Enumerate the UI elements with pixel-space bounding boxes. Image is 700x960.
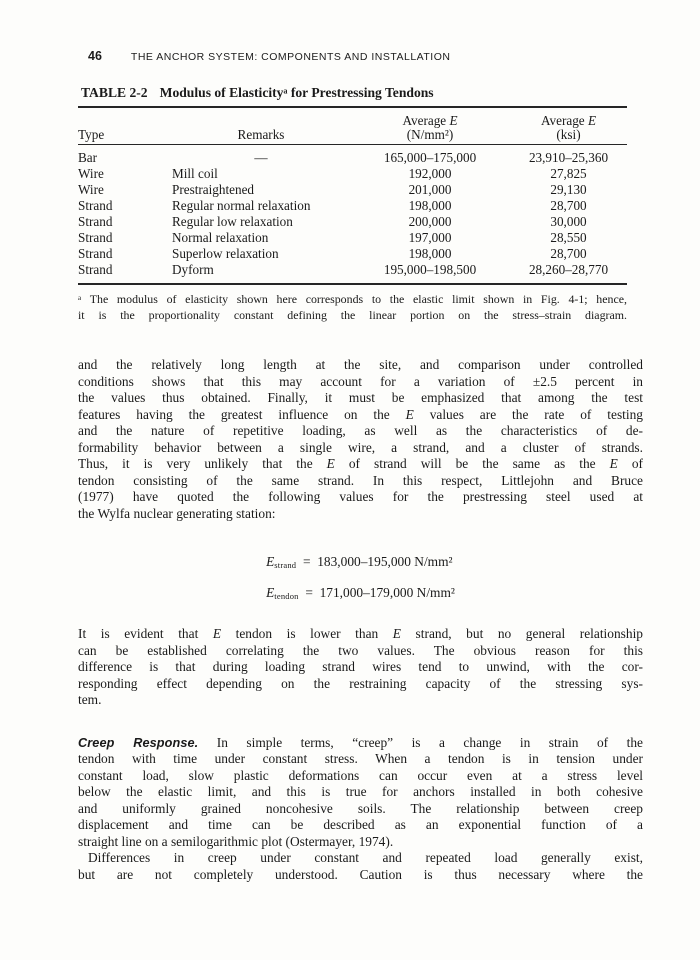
table-cell-average-e-ksi: 28,700 bbox=[550, 246, 587, 261]
table-cell-remarks: Superlow relaxation bbox=[172, 246, 279, 261]
text-line: the values thus obtained. Finally, it must be emphasized that among the test bbox=[78, 390, 643, 405]
text-line: and uniformly grained noncohesive soils. The relationship between creep bbox=[78, 800, 643, 816]
equations bbox=[266, 548, 455, 610]
column-header-type: Type bbox=[78, 126, 105, 142]
table-cell-average-e-ksi: 29,130 bbox=[550, 182, 587, 197]
table-cell-type: Strand bbox=[78, 214, 113, 229]
text-line: formability behavior between a single wire, a strand, and a cluster of strands. bbox=[78, 439, 643, 455]
table-row bbox=[78, 262, 627, 278]
table-cell-type: Wire bbox=[78, 166, 104, 181]
table-title bbox=[81, 84, 643, 102]
table-cell-average-e-ksi: 28,700 bbox=[550, 198, 587, 213]
table-row bbox=[78, 230, 627, 246]
text-line: can be established correlating the two values. The obvious reason for this bbox=[78, 642, 643, 658]
text-line: Thus, it is very unlikely that the E of strand will be the same as the E of bbox=[78, 456, 643, 471]
table-footnote bbox=[78, 292, 627, 323]
table-cell-remarks: Mill coil bbox=[172, 166, 218, 181]
table-cell-average-e-ksi: 30,000 bbox=[550, 214, 587, 229]
column-header-average-e-nmm-line2: (N/mm²) bbox=[406, 126, 454, 142]
paragraph-elastic-modulus-discussion bbox=[78, 357, 643, 522]
table-row bbox=[78, 214, 627, 230]
table-cell-remarks: Normal relaxation bbox=[172, 230, 269, 245]
text-line: difference is that during loading strand wires tend to unwind, with the cor- bbox=[78, 659, 643, 674]
text-line: straight line on a semilogarithmic plot (Ostermayer, 1974). bbox=[78, 833, 394, 849]
text-line: Differences in creep under constant and repeated load generally exist, bbox=[88, 850, 643, 865]
table-cell-remarks: Regular normal relaxation bbox=[172, 198, 311, 213]
column-header-average-e-ksi-line1: Average E bbox=[540, 113, 597, 128]
text-line: responding effect depending on the restraining capacity of the stressing sys- bbox=[78, 675, 643, 691]
table-row bbox=[78, 246, 627, 262]
table-cell-remarks: Regular low relaxation bbox=[172, 214, 293, 229]
column-header-average-e-nmm-line1: Average E bbox=[402, 113, 458, 128]
table-cell-remarks: Prestraightened bbox=[172, 182, 255, 197]
table-cell-average-e-nmm: 200,000 bbox=[408, 214, 452, 229]
text-line: tendon consisting of the same strand. In this respect, Littlejohn and Bruce bbox=[78, 472, 643, 488]
text-line: tem. bbox=[78, 692, 102, 707]
paragraph-creep-differences bbox=[78, 850, 643, 883]
page-header bbox=[88, 50, 643, 64]
running-head-title: THE ANCHOR SYSTEM: COMPONENTS AND INSTALLATION bbox=[130, 51, 451, 63]
paragraph-creep-response bbox=[78, 735, 643, 851]
table-label: TABLE 2-2 bbox=[81, 85, 148, 100]
table-cell-average-e-ksi: 28,550 bbox=[550, 230, 587, 245]
table-cell-type: Bar bbox=[78, 150, 98, 165]
text-line: the Wylfa nuclear generating station: bbox=[78, 505, 276, 521]
table-row bbox=[78, 166, 627, 182]
column-header-average-e-nmm bbox=[350, 114, 510, 141]
text-line: and the relatively long length at the site, and comparison under controlled bbox=[78, 357, 643, 372]
table-cell-average-e-ksi: 28,260–28,770 bbox=[528, 262, 609, 277]
table-cell-average-e-nmm: 198,000 bbox=[408, 246, 452, 261]
table-cell-average-e-ksi: 27,825 bbox=[550, 166, 587, 181]
equation-block bbox=[78, 548, 643, 610]
table-caption: Modulus of Elasticityᵃ for Prestressing Tendons bbox=[159, 85, 434, 100]
column-header-remarks: Remarks bbox=[237, 126, 285, 142]
text-line: (1977) have quoted the following values for the prestressing steel used at bbox=[78, 489, 643, 504]
table-cell-type: Strand bbox=[78, 198, 113, 213]
table-row bbox=[78, 182, 627, 198]
text-line: displacement and time can be described as an exponential function of a bbox=[78, 817, 643, 832]
text-line: below the elastic limit, and this is true for anchors installed in both cohesive bbox=[78, 784, 643, 799]
table-cell-remarks: Dyform bbox=[172, 262, 214, 277]
text-line: constant load, slow plastic deformations can occur even at a stress level bbox=[78, 767, 643, 783]
table-cell-average-e-nmm: 165,000–175,000 bbox=[383, 150, 477, 165]
table-cell-average-e-nmm: 197,000 bbox=[408, 230, 452, 245]
text-line: Creep Response. In simple terms, “creep” is a change in strain of the bbox=[78, 734, 643, 750]
table-cell-remarks: — bbox=[254, 150, 268, 165]
modulus-of-elasticity-table bbox=[78, 106, 627, 285]
table-cell-average-e-nmm: 192,000 bbox=[408, 166, 452, 181]
column-header-average-e-ksi bbox=[510, 114, 627, 141]
text-line: tendon with time under constant stress. When a tendon is in tension under bbox=[78, 751, 643, 766]
page-number: 46 bbox=[88, 49, 102, 63]
table-cell-average-e-ksi: 23,910–25,360 bbox=[528, 150, 609, 165]
table-body bbox=[78, 145, 627, 285]
table-cell-average-e-nmm: 201,000 bbox=[408, 182, 452, 197]
table-cell-type: Wire bbox=[78, 182, 104, 197]
text-line: conditions shows that this may account for a variation of ±2.5 percent in bbox=[78, 373, 643, 389]
column-header-average-e-ksi-line2: (ksi) bbox=[556, 126, 581, 142]
table-cell-type: Strand bbox=[78, 262, 113, 277]
table-cell-average-e-nmm: 195,000–198,500 bbox=[383, 262, 477, 277]
table-row bbox=[78, 150, 627, 166]
table-cell-type: Strand bbox=[78, 230, 113, 245]
text-line: but are not completely understood. Caution is thus necessary where the bbox=[78, 866, 643, 882]
text-line: it is the proportionality constant defining the linear portion on the stress–strain diagram. bbox=[78, 307, 627, 322]
text-line: It is evident that E tendon is lower than E strand, but no general relationship bbox=[78, 626, 643, 641]
table-header-row bbox=[78, 106, 627, 145]
text-line: features having the greatest influence on the E values are the rate of testing bbox=[78, 406, 643, 422]
table-cell-type: Strand bbox=[78, 246, 113, 261]
table-row bbox=[78, 198, 627, 214]
paragraph-e-tendon-vs-e-strand bbox=[78, 626, 643, 709]
text-line: ᵃ The modulus of elasticity shown here corresponds to the elastic limit shown in Fig. 4-1; hence, bbox=[78, 292, 627, 306]
text-line: $E_{tendon}$ = 171,000–179,000 N/mm² bbox=[266, 585, 455, 601]
text-line: $E_{strand}$ = 183,000–195,000 N/mm² bbox=[266, 554, 453, 570]
table-cell-average-e-nmm: 198,000 bbox=[408, 198, 452, 213]
text-line: and the nature of repetitive loading, as well as the characteristics of de- bbox=[78, 423, 643, 438]
